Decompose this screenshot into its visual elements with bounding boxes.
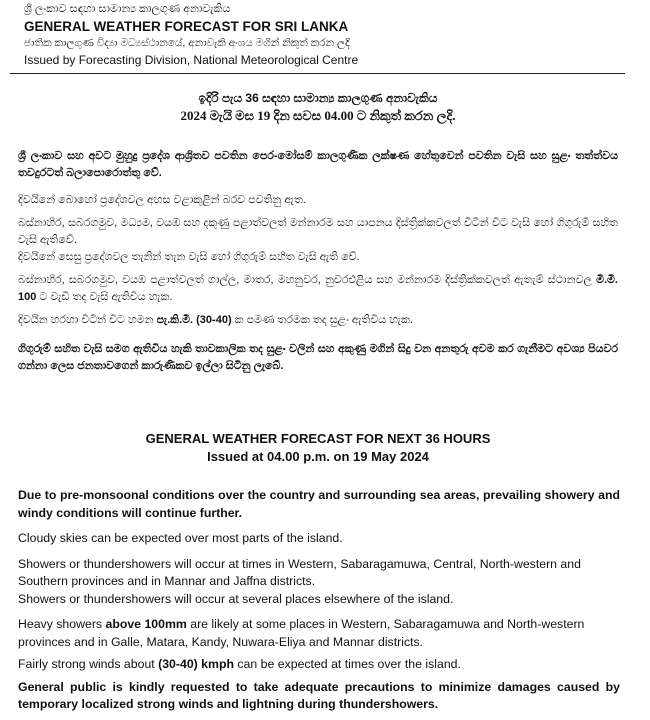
english-winds bbox=[18, 656, 620, 674]
sinhala-cloudy: දිවයිනේ බොහෝ ප්‍රදේශවල අහස වළාකුළින් බරව පවතිනු ඇත. bbox=[18, 194, 306, 206]
sinhala-forecast-body bbox=[18, 148, 618, 375]
english-elsewhere: Showers or thundershowers will occur at several places elsewhere of the island. bbox=[18, 591, 454, 606]
sinhala-heavy-text: බස්නාහිර, සබරගමුව, වයඹ පළාත්වලත් ගාල්ල, මාතර, මහනුවර, නුවරඑළිය සහ මන්නාරම දිස්ත්‍රික්කවලත් ඇතැම් ස්ථානවල bbox=[18, 274, 597, 286]
english-wind-speed: (30-40) kmph bbox=[158, 657, 234, 671]
sinhala-forecast-title: ඉදිරි පැය 36 සඳහා සාමාන්‍ය කාලගුණ අනාවැකිය bbox=[198, 91, 438, 105]
header-sinhala-title: ශ්‍රී ලංකාව සඳහා සාමාන්‍ය කාලගුණ අනාවැකිය bbox=[24, 3, 231, 15]
english-wind-text-end: can be expected at times over the island. bbox=[233, 657, 461, 671]
english-showers: Showers or thundershowers will occur at times in Western, Sabaragamuwa, Central, North-western and Southern provinces and in Mannar and Jaffna districts. bbox=[18, 556, 581, 588]
english-forecast-heading bbox=[18, 430, 618, 466]
english-cloudy: Cloudy skies can be expected over most parts of the island. bbox=[18, 531, 343, 545]
sinhala-wind-text-end: ක පමණ තරමක තද සුළං ඇතිවිය හැක. bbox=[231, 314, 413, 326]
sinhala-showers: බස්නාහිර, සබරගමුව, මධ්‍යම, වයඹ සහ දකුණු පළාත්වලත් මන්නාරම සහ යාපනය දිස්ත්‍රික්කවලත් විටින් විට වැසි හෝ ගිගුරුම් සහිත වැසි ඇතිවේ. bbox=[18, 217, 618, 246]
english-heavy-text-end: are likely at some places in Western, Sabaragamuwa and North-western provinces and in Galle, Matara, Kandy, Nuwara-Eliya and Mannar districts. bbox=[18, 617, 585, 649]
document-header bbox=[24, 0, 624, 68]
sinhala-wind-text: දිවයින හරහා විටින් විට හමන bbox=[18, 314, 157, 326]
sinhala-advice: ගිගුරුම් සහිත වැසි සමග ඇතිවිය හැකි තාවකාලික තද සුළං වලින් සහ අකුණු මගින් සිදු වන අනතුරු අවම කර ගැනීමට අවශ්‍ය පියවර ගන්නා ලෙස ජනතාවගෙන් කාරුණිකව ඉල්ලා සිටිනු ලැබේ. bbox=[18, 343, 618, 372]
english-forecast-issued: Issued at 04.00 p.m. on 19 May 2024 bbox=[207, 449, 429, 464]
sinhala-heavy-amount: මි.මී. 100 bbox=[18, 274, 618, 303]
english-advice: General public is kindly requested to take adequate precautions to minimize damages caused by temporary localized strong winds and lightning during thundershowers. bbox=[18, 679, 620, 711]
sinhala-heavy-showers bbox=[18, 272, 618, 306]
english-heavy-amount: above 100mm bbox=[105, 617, 187, 631]
english-heavy-showers bbox=[18, 616, 620, 651]
sinhala-forecast-issued: 2024 මැයි මස 19 දින සවස 04.00 ට නිකුත් කරන ලදි. bbox=[180, 108, 456, 123]
header-english-subtitle: Issued by Forecasting Division, National Meteorological Centre bbox=[24, 53, 359, 67]
sinhala-winds bbox=[18, 312, 618, 329]
sinhala-forecast-heading bbox=[18, 90, 618, 125]
header-english-title: GENERAL WEATHER FORECAST FOR SRI LANKA bbox=[24, 19, 349, 34]
sinhala-intro: ශ්‍රී ලංකාව සහ අවට මුහුදු ප්‍රදේශ ආශ්‍රිතව පවතින පෙර-මෝසම් කාලගුණික ලක්ෂණ හේතුවෙන් පවතින වැසි සහ සුළං තත්ත්වය තවදුරටත් බලාපොරොත්තු වේ. bbox=[18, 150, 618, 179]
english-intro: Due to pre-monsoonal conditions over the country and surrounding sea areas, prevailing showery and windy conditions will continue further. bbox=[18, 488, 620, 520]
english-heavy-text: Heavy showers bbox=[18, 617, 106, 631]
english-wind-text: Fairly strong winds about bbox=[18, 657, 159, 671]
header-sinhala-subtitle: ජාතික කාලගුණ විද්‍යා මධ්‍යස්ථානයේ, අනාවැකි අංශය මගින් නිකුත් කරන ලදි bbox=[24, 37, 350, 49]
header-divider bbox=[10, 73, 625, 74]
english-forecast-title: GENERAL WEATHER FORECAST FOR NEXT 36 HOURS bbox=[145, 431, 491, 446]
english-forecast-body bbox=[18, 487, 620, 714]
sinhala-heavy-text-end: ට වැඩි තද වැසි ඇතිවිය හැක. bbox=[36, 291, 173, 303]
sinhala-elsewhere: දිවයිනේ සෙසු ප්‍රදේශවල තැනින් තැන වැසි හෝ ගිගුරුම් සහිත වැසි ඇති වේ. bbox=[18, 251, 360, 263]
sinhala-wind-speed: පැ.කි.මී. (30-40) bbox=[156, 314, 232, 326]
